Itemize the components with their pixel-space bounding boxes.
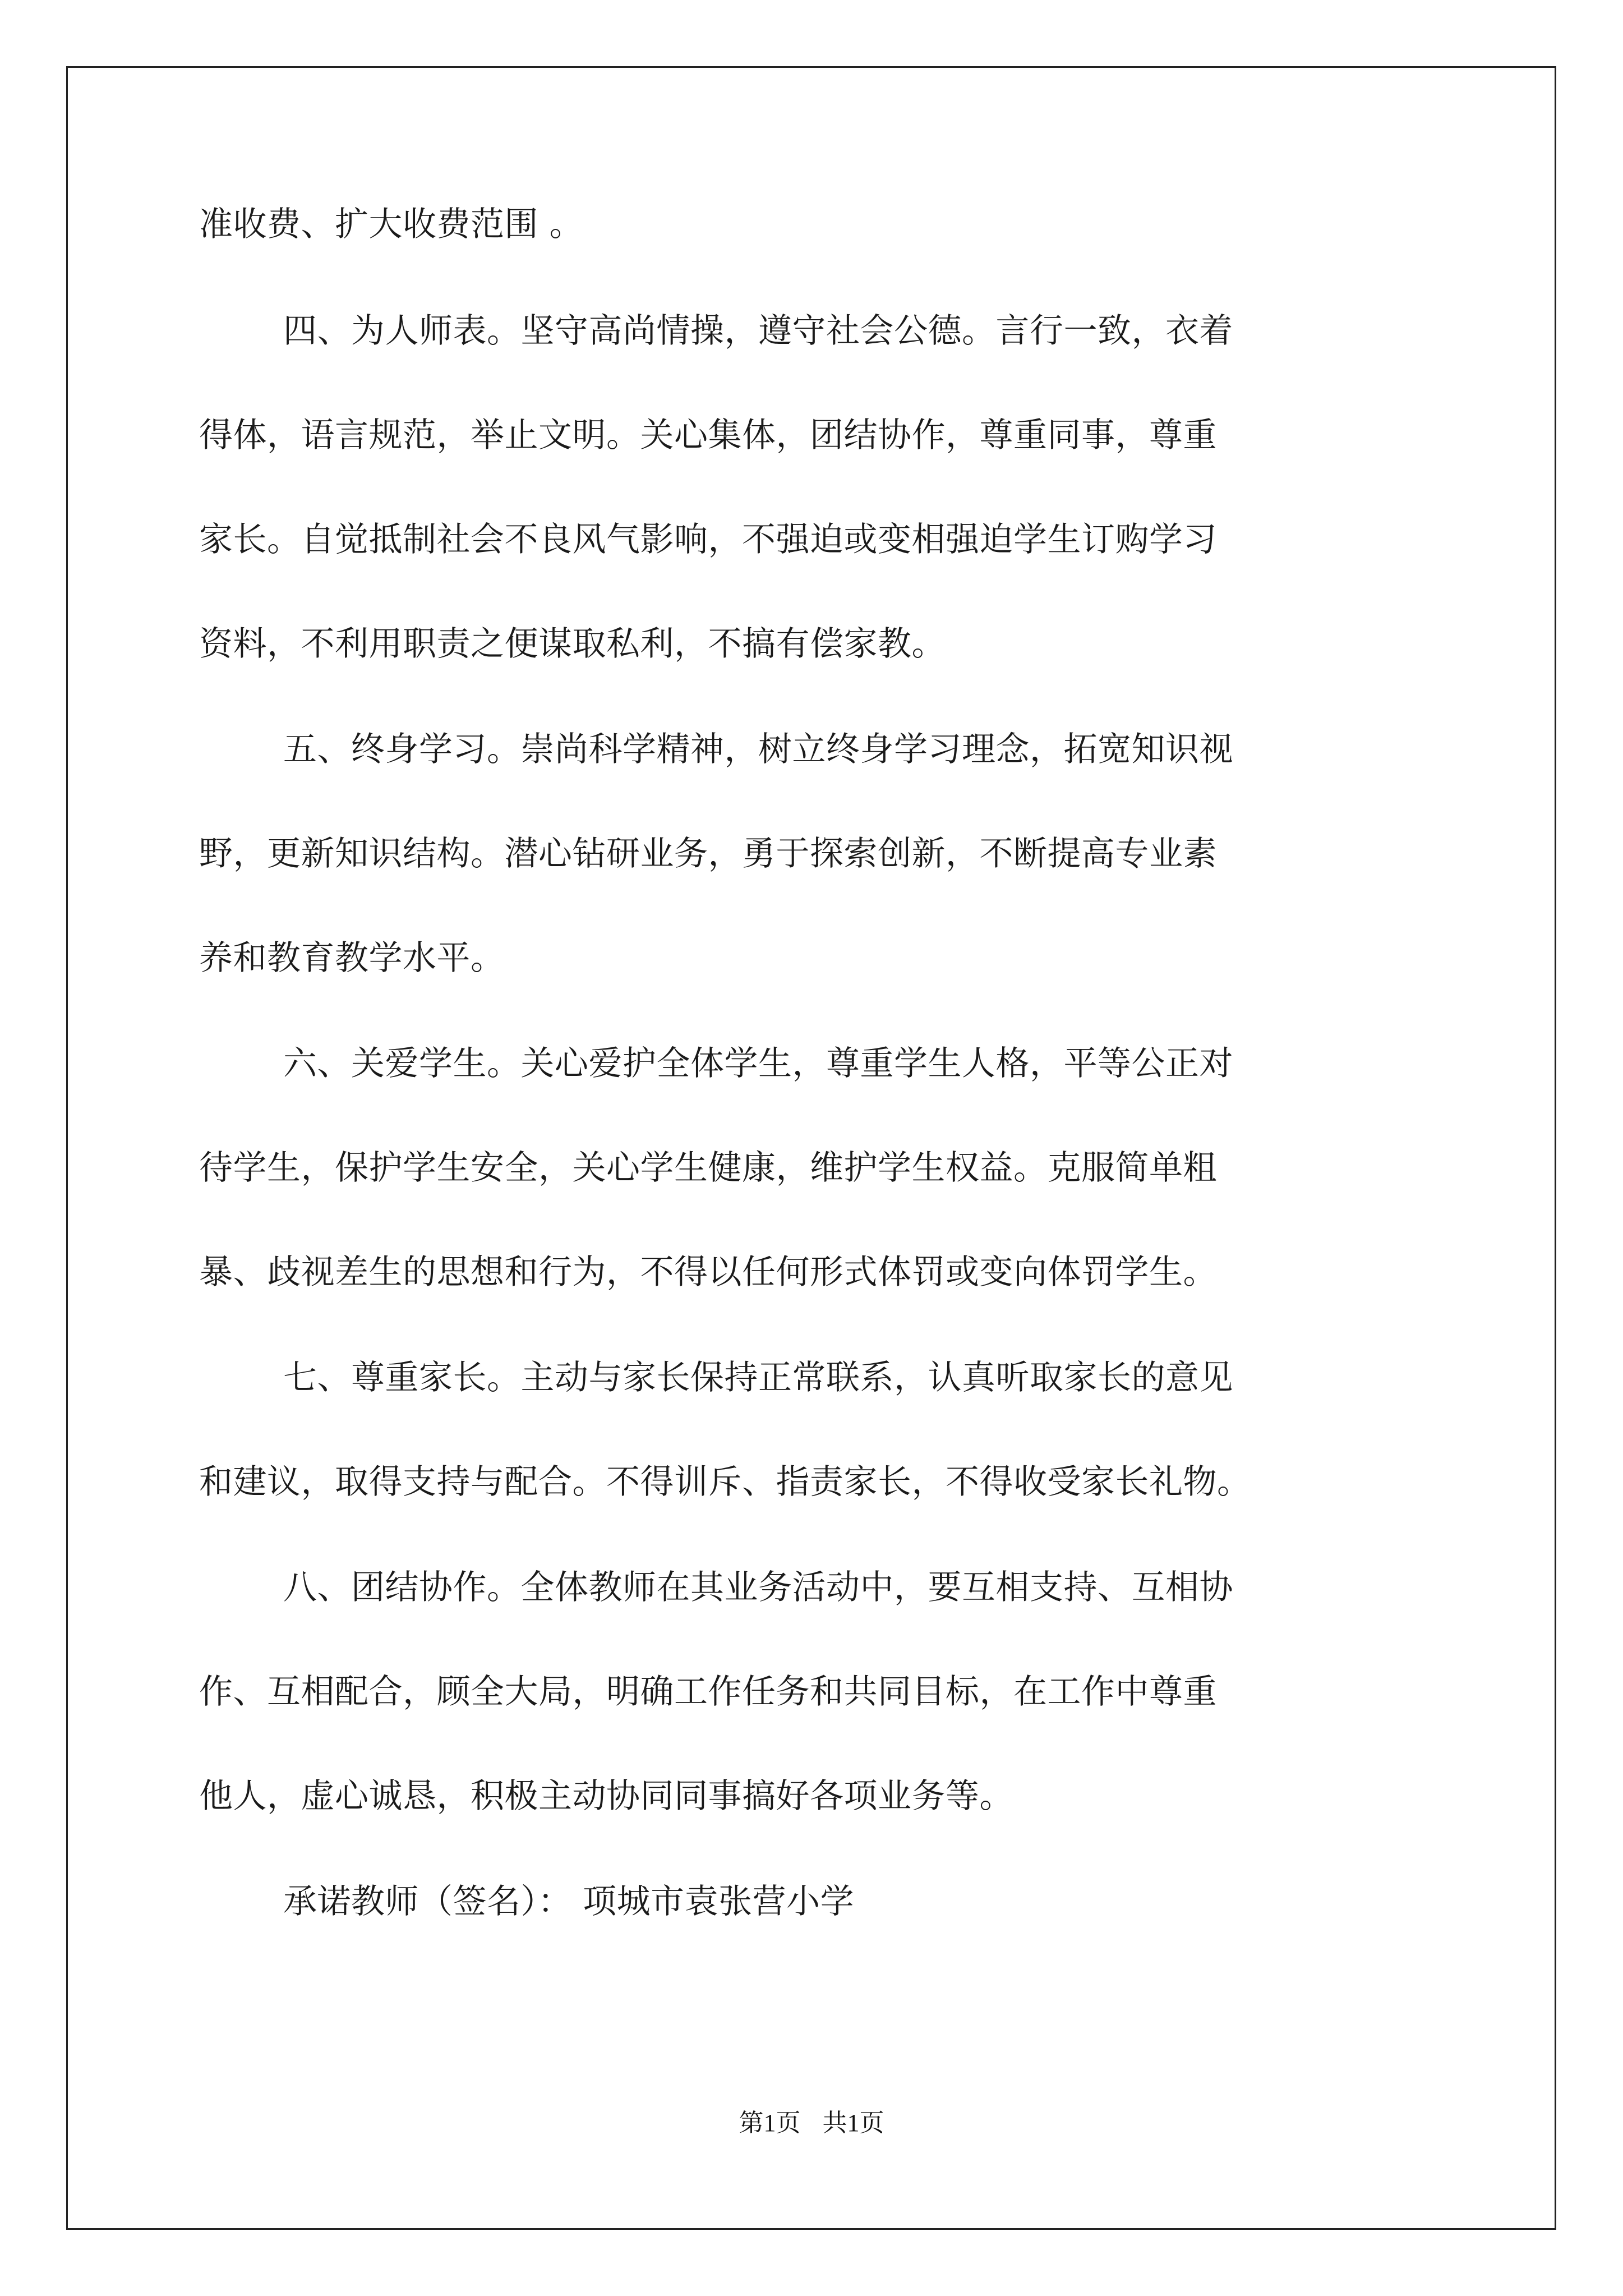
paragraph-6-line: 六、关爱学生。关心爱护全体学生，尊重学生人格，平等公正对	[283, 1044, 1233, 1083]
text-line: 得体，语言规范，举止文明。关心集体，团结协作，尊重同事，尊重	[199, 416, 1217, 455]
paragraph-7-line: 七、尊重家长。主动与家长保持正常联系，认真听取家长的意见	[283, 1358, 1233, 1397]
text-line: 养和教育教学水平。	[199, 938, 505, 978]
page-number: 第1页	[739, 2109, 801, 2137]
signature-line: 承诺教师（签名）： 项城市袁张营小学	[283, 1882, 855, 1921]
text-line: 家长。自觉抵制社会不良风气影响，不强迫或变相强迫学生订购学习	[199, 520, 1217, 559]
text-line: 暴、歧视差生的思想和行为，不得以任何形式体罚或变向体罚学生。	[199, 1253, 1217, 1292]
text-line: 资料，不利用职责之便谋取私利，不搞有偿家教。	[199, 624, 946, 664]
paragraph-4-line: 四、为人师表。坚守高尚情操，遵守社会公德。言行一致，衣着	[283, 311, 1233, 351]
text-line: 和建议，取得支持与配合。不得训斥、指责家长，不得收受家长礼物。	[199, 1462, 1251, 1502]
text-line: 作、互相配合，顾全大局，明确工作任务和共同目标，在工作中尊重	[199, 1672, 1217, 1711]
page-footer	[0, 2111, 1623, 2136]
text-line: 准收费、扩大收费范围 。	[199, 205, 584, 244]
text-line: 野，更新知识结构。潜心钻研业务，勇于探索创新，不断提高专业素	[199, 834, 1217, 873]
paragraph-5-line: 五、终身学习。崇尚科学精神，树立终身学习理念，拓宽知识视	[283, 730, 1233, 769]
text-line: 待学生，保护学生安全，关心学生健康，维护学生权益。克服简单粗	[199, 1148, 1217, 1188]
paragraph-8-line: 八、团结协作。全体教师在其业务活动中，要互相支持、互相协	[283, 1568, 1233, 1607]
page-total: 共1页	[822, 2109, 884, 2137]
text-line: 他人，虚心诚恳，积极主动协同同事搞好各项业务等。	[199, 1777, 1013, 1816]
